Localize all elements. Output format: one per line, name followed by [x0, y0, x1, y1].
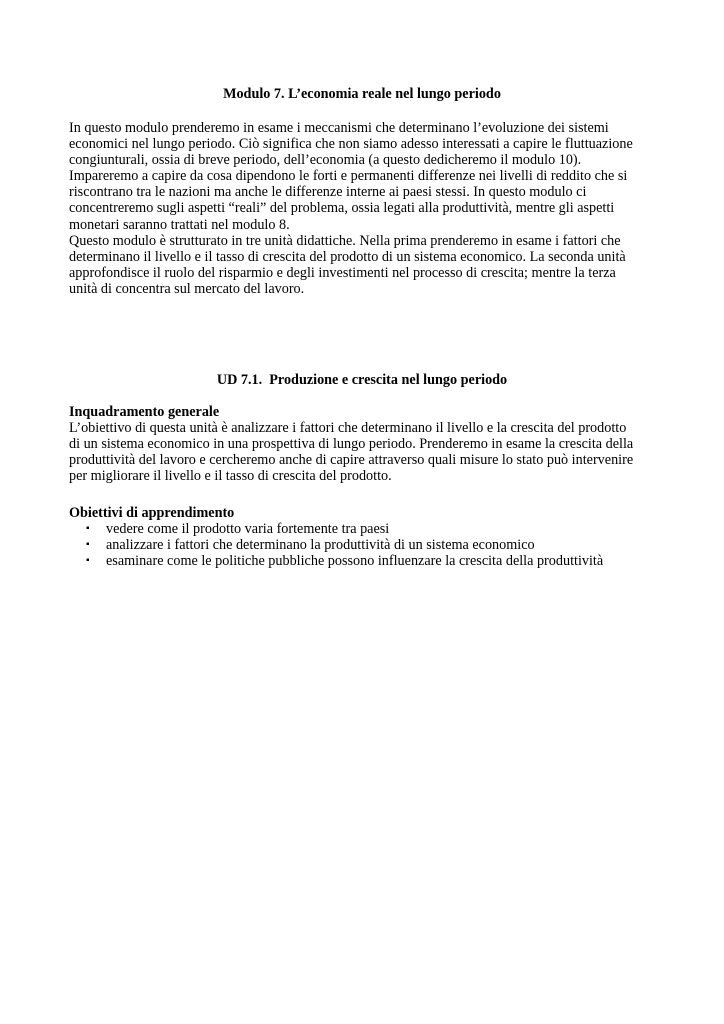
overview-line: L’obiettivo di questa unità è analizzare i fattori che determinano il livello e la crescita del prodotto — [69, 420, 627, 437]
overview-heading: Inquadramento generale — [69, 404, 220, 420]
intro-line: congiunturali, ossia di breve periodo, dell’economia (a questo dedicheremo il modulo 10). — [69, 152, 582, 169]
overview-line: di un sistema economico in una prospettiva di lungo periodo. Prenderemo in esame la crescita della — [69, 436, 634, 453]
bullet-icon: ▪ — [86, 555, 90, 567]
overview-section — [69, 404, 669, 484]
list-item — [69, 521, 669, 537]
overview-line: produttività del lavoro e cercheremo anche di capire attraverso quali misure lo stato può intervenire — [69, 452, 634, 469]
intro-line: concentreremo sugli aspetti “reali” del problema, ossia legati alla produttività, mentre gli aspetti — [69, 200, 615, 217]
overview-line: per migliorare il livello e il tasso di crescita del prodotto. — [69, 468, 392, 485]
intro-line: Questo modulo è strutturato in tre unità didattiche. Nella prima prenderemo in esame i fattori che — [69, 232, 621, 249]
intro-line: monetari saranno trattati nel modulo 8. — [69, 216, 290, 233]
intro-line: Impareremo a capire da cosa dipendono le forti e permanenti differenze nei livelli di reddito che si — [69, 168, 628, 185]
objectives-section — [69, 505, 669, 569]
objective-text: esaminare come le politiche pubbliche possono influenzare la crescita della produttività — [106, 553, 604, 570]
intro-line: In questo modulo prenderemo in esame i meccanismi che determinano l’evoluzione dei sistemi — [69, 120, 609, 136]
bullet-icon: ▪ — [86, 539, 90, 551]
objectives-heading: Obiettivi di apprendimento — [69, 505, 235, 521]
module-intro-paragraph — [69, 120, 669, 297]
intro-line: riscontrano tra le nazioni ma anche le differenze interne ai paesi stessi. In questo modulo ci — [69, 184, 587, 201]
objectives-list — [69, 521, 669, 569]
module-title: Modulo 7. L’economia reale nel lungo periodo — [223, 86, 501, 102]
list-item — [69, 537, 669, 553]
overview-paragraph — [69, 420, 669, 484]
unit-title: UD 7.1. Produzione e crescita nel lungo periodo — [216, 372, 508, 388]
intro-line: determinano il livello e il tasso di crescita del prodotto di un sistema economico. La seconda unità — [69, 248, 626, 265]
intro-line: economici nel lungo periodo. Ciò significa che non siamo adesso interessati a capire le fluttuazione — [69, 136, 633, 153]
list-item — [69, 553, 669, 569]
objective-text: analizzare i fattori che determinano la produttività di un sistema economico — [106, 537, 535, 554]
bullet-icon: ▪ — [86, 523, 90, 535]
intro-line: unità di concentra sul mercato del lavoro. — [69, 280, 305, 297]
objective-text: vedere come il prodotto varia fortemente tra paesi — [106, 521, 390, 538]
intro-line: approfondisce il ruolo del risparmio e degli investimenti nel processo di crescita; mentre la terza — [69, 264, 616, 281]
